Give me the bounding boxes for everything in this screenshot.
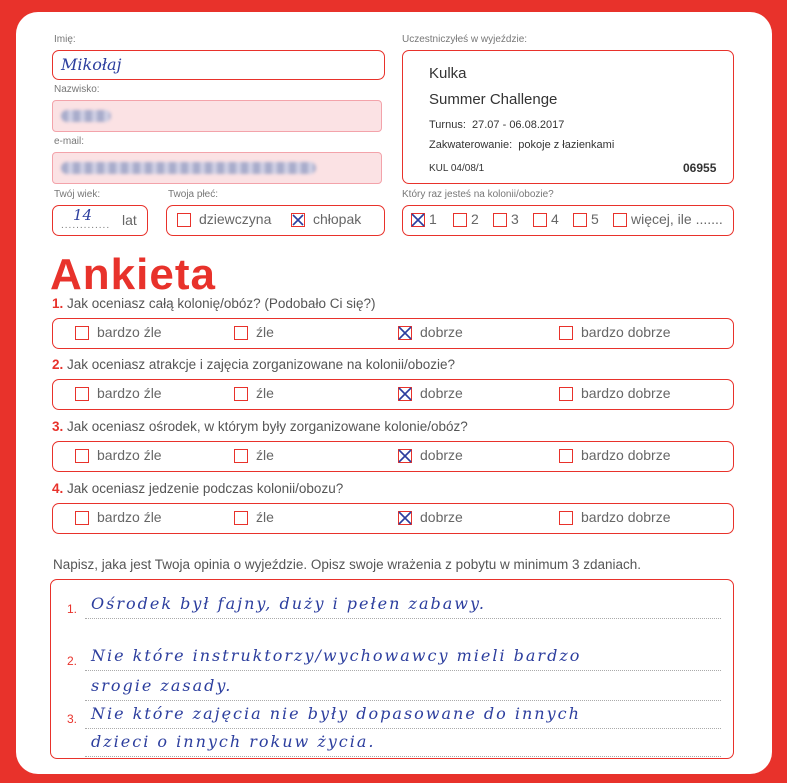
question-2 [52,357,455,372]
email-label: e-mail: [54,136,85,147]
times-more-label: więcej, ile ....... [631,211,723,227]
q4-option-4-checkbox[interactable] [559,511,573,525]
trip-program: Summer Challenge [429,91,558,108]
times-5-checkbox[interactable] [573,213,587,227]
turnus-label: Turnus: [429,119,466,131]
question-3-options [52,441,734,472]
check-x-icon [410,212,426,228]
answer-line-text: Nie które instruktorzy/wychowawcy mieli bardzo [91,646,582,665]
q3-option-4-label: bardzo dobrze [581,447,671,463]
question-number: 3. [52,419,64,434]
q1-option-2-checkbox[interactable] [234,326,248,340]
answer-ruled-line [85,728,721,729]
times-3-checkbox[interactable] [493,213,507,227]
trip-info-box [402,50,734,184]
answer-line-text: srogie zasady. [91,676,233,695]
answer-ruled-line [85,756,721,757]
q3-option-3-checkbox[interactable] [398,449,412,463]
surname-label: Nazwisko: [54,84,100,95]
gender-field [166,205,385,236]
gender-female-label: dziewczyna [199,211,272,227]
q2-option-3-label: dobrze [420,385,463,401]
q2-option-4-checkbox[interactable] [559,387,573,401]
q4-option-1-checkbox[interactable] [75,511,89,525]
accommodation-value: pokoje z łazienkami [518,139,615,151]
times-4-label: 4 [551,211,559,227]
trip-name: Kulka [429,65,467,82]
check-x-icon [397,510,413,526]
q2-option-3-checkbox[interactable] [398,387,412,401]
trip-code: KUL 04/08/1 [429,163,485,174]
age-dotted-line: ............. [61,220,111,231]
check-x-icon [397,386,413,402]
q1-option-2-label: źle [256,324,274,340]
q1-option-3-checkbox[interactable] [398,326,412,340]
name-field[interactable] [52,50,385,80]
answer-number: 3. [67,712,78,726]
times-1-label: 1 [429,211,437,227]
check-x-icon [290,212,306,228]
question-1 [52,296,375,311]
email-field-redacted[interactable] [52,152,382,184]
answer-line-text: Nie które zajęcia nie były dopasowane do innych [91,704,581,723]
age-label: Twój wiek: [54,189,101,200]
name-value: Mikołaj [61,55,122,74]
q4-option-2-checkbox[interactable] [234,511,248,525]
times-field [402,205,734,236]
q1-option-1-label: bardzo źle [97,324,162,340]
q2-option-1-checkbox[interactable] [75,387,89,401]
q1-option-3-label: dobrze [420,324,463,340]
times-4-checkbox[interactable] [533,213,547,227]
q3-option-2-checkbox[interactable] [234,449,248,463]
trip-accommodation [429,139,614,151]
question-2-options [52,379,734,410]
answer-line-text: Ośrodek był fajny, duży i pełen zabawy. [91,594,486,613]
age-suffix: lat [122,212,137,228]
q2-option-2-checkbox[interactable] [234,387,248,401]
q1-option-1-checkbox[interactable] [75,326,89,340]
answer-number: 2. [67,654,78,668]
question-number: 4. [52,481,64,496]
trip-turnus [429,119,564,131]
times-5-label: 5 [591,211,599,227]
answer-number: 1. [67,602,78,616]
q4-option-2-label: źle [256,509,274,525]
name-label: Imię: [54,34,76,45]
question-text: Jak oceniasz ośrodek, w którym były zorganizowane kolonie/obóz? [67,419,468,434]
times-more-checkbox[interactable] [613,213,627,227]
age-field[interactable] [52,205,148,236]
gender-label: Twoja płeć: [168,189,219,200]
question-4 [52,481,343,496]
times-3-label: 3 [511,211,519,227]
question-number: 1. [52,296,64,311]
q3-option-3-label: dobrze [420,447,463,463]
answer-ruled-line [85,618,721,619]
survey-sheet [16,12,772,774]
question-text: Jak oceniasz jedzenie podczas kolonii/obozu? [67,481,344,496]
q4-option-1-label: bardzo źle [97,509,162,525]
q4-option-3-label: dobrze [420,509,463,525]
q2-option-4-label: bardzo dobrze [581,385,671,401]
opinion-prompt: Napisz, jaka jest Twoja opinia o wyjeździe. Opisz swoje wrażenia z pobytu w minimum 3 zdaniach. [53,557,642,572]
gender-female-checkbox[interactable] [177,213,191,227]
gender-male-checkbox[interactable] [291,213,305,227]
opinion-box[interactable] [50,579,734,759]
q3-option-2-label: źle [256,447,274,463]
accommodation-label: Zakwaterowanie: [429,139,513,151]
answer-ruled-line [85,700,721,701]
survey-title: Ankieta [50,250,216,299]
times-label: Który raz jesteś na kolonii/obozie? [402,189,554,200]
times-2-checkbox[interactable] [453,213,467,227]
check-x-icon [397,448,413,464]
trip-number: 06955 [683,161,717,175]
surname-field-redacted[interactable] [52,100,382,132]
question-4-options [52,503,734,534]
q3-option-1-label: bardzo źle [97,447,162,463]
question-1-options [52,318,734,349]
question-text: Jak oceniasz atrakcje i zajęcia zorganizowane na kolonii/obozie? [67,357,456,372]
q1-option-4-label: bardzo dobrze [581,324,671,340]
q3-option-1-checkbox[interactable] [75,449,89,463]
q2-option-2-label: źle [256,385,274,401]
times-1-checkbox[interactable] [411,213,425,227]
question-text: Jak oceniasz całą kolonię/obóz? (Podobało Ci się?) [67,296,376,311]
q4-option-4-label: bardzo dobrze [581,509,671,525]
question-3 [52,419,468,434]
trip-label: Uczestniczyłeś w wyjeździe: [402,34,528,45]
check-x-icon [397,325,413,341]
q1-option-4-checkbox[interactable] [559,326,573,340]
q4-option-3-checkbox[interactable] [398,511,412,525]
q3-option-4-checkbox[interactable] [559,449,573,463]
times-2-label: 2 [471,211,479,227]
turnus-value: 27.07 - 06.08.2017 [472,119,565,131]
answer-line-text: dzieci o innych rokuw życia. [91,732,376,751]
q2-option-1-label: bardzo źle [97,385,162,401]
answer-ruled-line [85,670,721,671]
question-number: 2. [52,357,64,372]
age-value: 14 [73,206,93,224]
gender-male-label: chłopak [313,211,362,227]
